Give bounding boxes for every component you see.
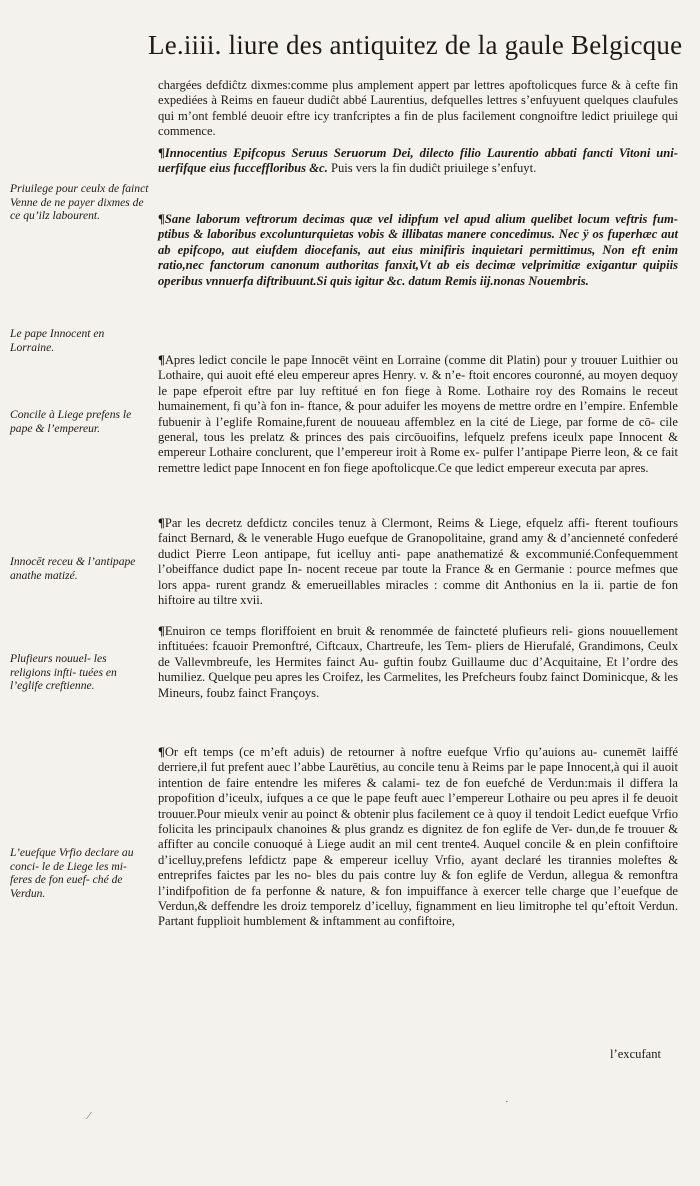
running-head: Le.iiii. liure des antiquitez de la gaule Belgicque [148,30,683,60]
margin-note: Le pape Innocent en Lorraine. [10,327,105,354]
paragraph-text: Or eft temps (ce m’eft aduis) de retourner à noftre euefque Vrfio qu’auions au- cunemēt laiffé derriere,il fut prefent auec l’abbe Laurētius, au concile tenu à Reims par le pape Innocent,à qui il auoit intention de faire entendre les miferes & calami- tez de fon euefché de Verdun:mais il differa la propofition d’iceulx, iufques a ce que le pape feuft auec l’empereur Lothaire ou peu apres il fe deuoit trouuer.Pour mieulx venir au poinct & obtenir plus facilement ce à quoy il tendoit Ledict euefque Vrfio folicita les principaulx chanoines & plus grandz es dignitez de fon eglife de Ver- dun,de fe trouuer & affifter au concile conuoqué à Liege audit an mil cent trente4. Auquel concile & en plein confiftoire d’icelluy,prefens lefdictz pape & empereur icelluy Vrfio, ayant declaré les tirannies moleftes & entreprifes faictes par les no- bles du pais contre luy & fon eglife de Verdun, allegua & remonftra l’indifpofition de fa perfonne & nature, & fon impuiffance à exercer telle charge que l’euefque de Verdun,& deffendre les droiz temporelz d’icelluy, fignamment en lieu limitrophe tel qu’eftoit Verdun. Partant fupplioit humblement & inftamment au confiftoire, [158,745,678,929]
paragraph-1 [158,78,678,140]
catchword: l’excufant [610,1047,662,1061]
margin-note: L’euefque Vrfio declare au conci- le de Liege les mi- feres de fon euef- ché de Verdun. [10,846,134,900]
paragraph-4 [158,353,678,476]
stray-mark: ⁄ [88,1110,90,1122]
paragraph-2 [158,146,678,177]
pilcrow-icon: ¶ [158,146,165,160]
latin-quote: Innocentius Epifcopus Seruus Seruorum Dei, dilecto filio Laurentio abbati fancti Vitoni uni- uerfifque eius fucceffloribus &c. [158,146,678,176]
paragraph-7 [158,745,678,930]
margin-note: Plufieurs nouuel- les religions infti- tuées en l’eglife creftienne. [10,652,117,693]
pilcrow-icon: ¶ [158,745,165,759]
paragraph-text: Apres ledict concile le pape Innocēt vēint en Lorraine (comme dit Platin) pour y trouuer Luithier ou Lothaire, qui auoit efté eleu empereur apres Henry. v. & n’e- ftoit encores couronné, au moyen dequoy le pape efperoit eftre par luy reftitué en fon fiege à Rome. Lothaire roy des Romains le receut humainement, fi qu’à fon in- ftance, & pour aduifer les moyens de mettre ordre en l’empire. Enfemble fubuenir à l’eglife Romaine,furent de nouueau affemblez en la cité de Liege, par forme de cō- cile general, tous les prelatz & princes des pais circōuoifins, lefquelz prefens iceulx pape Innocent & empereur Lothaire conclurent, que l’empereur iroit à Rome ex- pulfer l’antipape Pierre leon, & ce fait remettre ledict pape Innocent en fon fiege apoftolicque.Ce que ledict empereur executa par apres. [158,353,678,475]
paragraph-6 [158,624,678,701]
paragraph-text: Par les decretz defdictz conciles tenuz à Clermont, Reims & Liege, efquelz affi- fterent toufiours fainct Bernard, & le venerable Hugo euefque de Granopolitaine, grand amy & d’ancienneté confederé dudict Pierre Leon antipape, fut icelluy anti- pape anathematizé & excommunié.Confequemment l’obeiffance dudict pape In- nocent receue par toute la France & en Germanie : pource mefmes que lors appa- rurent grandz & emerueillables miracles : comme dit Anthonius en la ii. partie de fon hiftoire au tiltre xvii. [158,516,678,608]
margin-note: Concile à Liege prefens le pape & l’empereur. [10,408,132,435]
margin-note: Innocēt receu & l’antipape anathe matizé. [10,555,136,582]
paragraph-text: Puis vers la fin dudiĉt priuilege s’enfuyt. [330,161,537,176]
paragraph-text: chargées defdiĉtz dixmes:comme plus amplement appert par lettres apoftolicques furce & à cefte fin expediées à Reims en faueur dudiĉt abbé Laurentius, defquelles lettres s’enfuyuent quelques claufules qui m’ont femblé deuoir eftre icy tranfcriptes a fin de plus facilement congnoiftre ledict priuilege qui commence. [158,78,678,139]
latin-quote: Sane laborum veftrorum decimas quæ vel idipfum vel apud alium quelibet locum veftris fum- ptibus & laboribus excolunturquietas vobis & illibatas manere concedimus. Nec ÿ os fuperhæc aut ab epifcopo, aut eiufdem diocefanis, aut eius minifiris inquietari permittimus, Non eft enim ratio,nec fanctorum canonum authoritas fanxit,Vt ab eis decimæ velprimitiæ exigantur quipiis operibus vnnuerfa diftribuunt.Si quis igitur &c. datum Remis iij.nonas Nouembris. [158,212,678,288]
pilcrow-icon: ¶ [158,516,165,530]
margin-note: Priuilege pour ceulx de fainct Venne de ne payer dixmes de ce qu’ilz labourent. [10,182,149,223]
pilcrow-icon: ¶ [158,353,165,367]
paragraph-text: Enuiron ce temps floriffoient en bruit & renommée de faincteté plufieurs reli- gions nouuellement inftituées: fcauoir Premonftré, Ciftcaux, Chartreufe, les Tem- pliers de Hierufalé, Grandimons, Ceulx de Vallevmbreufe, les Hermites fainct Au- guftin foubz Guillaume duc d’Acquitaine, Et l’ordre des humiliez. Quelque peu apres les Croifez, les Carmelites, les Prefcheurs foubz fainct Dominicque, & les Mineurs, foubz fainct Françoys. [158,624,678,700]
pilcrow-icon: ¶ [158,624,165,638]
pilcrow-icon: ¶ [158,212,165,226]
paragraph-5 [158,516,678,608]
stray-mark: · [505,1096,509,1108]
paragraph-3 [158,212,678,289]
